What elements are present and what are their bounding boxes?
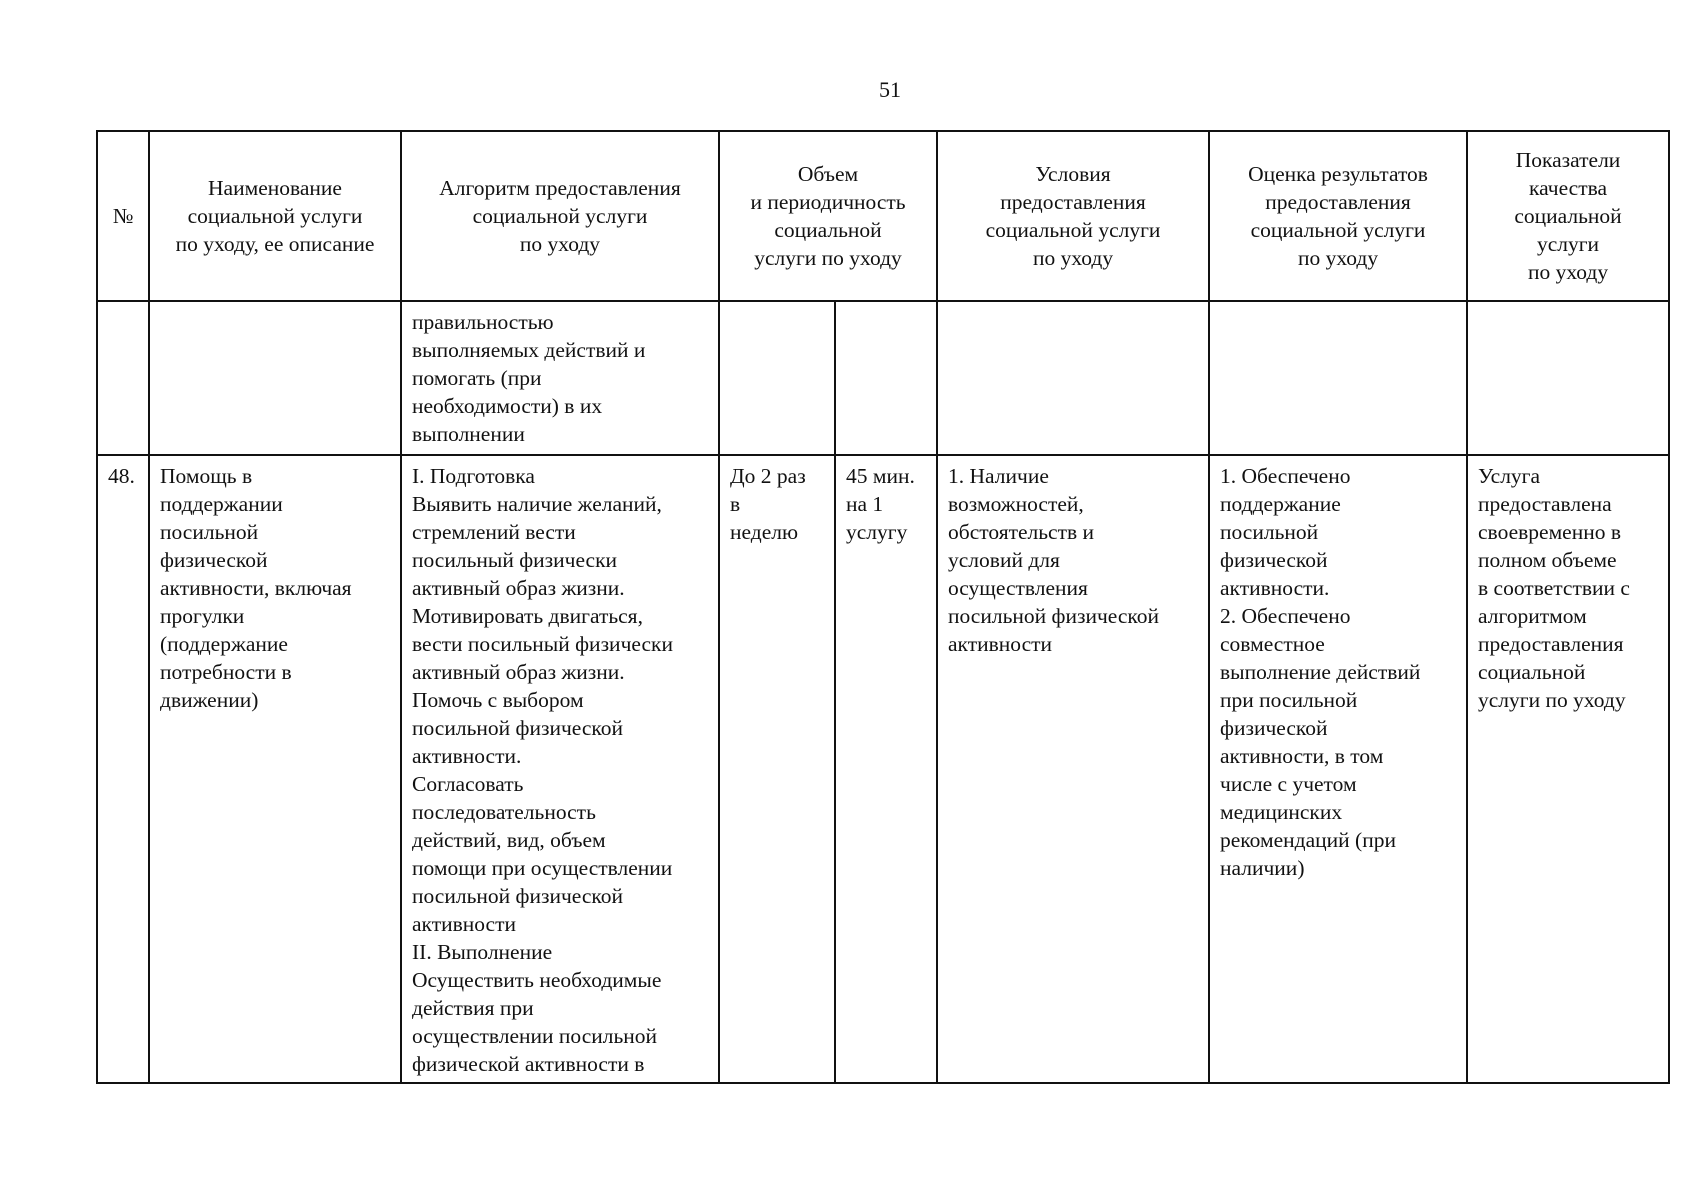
text-line: активности. [412, 744, 522, 768]
text-line: посильной физической [948, 604, 1160, 628]
text-line: действия при [412, 996, 534, 1020]
text-line: физической [1220, 716, 1328, 740]
text-line: выполнение действий [1220, 660, 1421, 684]
text-line: по уходу [519, 232, 601, 256]
text-line: услуги [1536, 232, 1600, 256]
text-line: активности, включая [160, 576, 352, 600]
text-line: на 1 [846, 492, 884, 516]
text-line: своевременно в [1478, 520, 1621, 544]
header-name [149, 131, 401, 301]
table-row-continuation [97, 301, 1669, 455]
text-line: в соответствии с [1478, 576, 1630, 600]
text-line: вести посильный физически [412, 632, 673, 656]
text-line: активности [412, 912, 516, 936]
text-line: социальной [774, 218, 882, 242]
text-line: Наименование [208, 176, 342, 200]
text-line: услугу [846, 520, 908, 544]
cell-duration-empty [835, 301, 937, 455]
text-line: при посильной [1220, 688, 1358, 712]
cell-num: 48. [97, 455, 149, 1083]
text-line: активности, в том [1220, 744, 1384, 768]
text-line: обстоятельств и [948, 520, 1095, 544]
text-line: предоставления [1478, 632, 1624, 656]
text-line: осуществления [948, 576, 1088, 600]
text-line: социальной услуги [187, 204, 363, 228]
text-line: активности [948, 632, 1053, 656]
text-line: социальной [1514, 204, 1622, 228]
cell-conditions-empty [937, 301, 1209, 455]
text-line: Услуга [1478, 464, 1541, 488]
text-line: Помощь в [160, 464, 253, 488]
text-line: Объем [797, 162, 859, 186]
text-line: движении) [160, 688, 259, 712]
text-line: услуги по уходу [1478, 688, 1626, 712]
text-line: в [730, 492, 741, 516]
text-line: поддержании [160, 492, 283, 516]
text-line: 2. Обеспечено [1220, 604, 1351, 628]
page-number: 51 [879, 77, 901, 102]
cell-name-empty [149, 301, 401, 455]
text-line: полном объеме [1478, 548, 1617, 572]
text-line: необходимости) в их [412, 394, 603, 418]
cell-evaluation-empty [1209, 301, 1467, 455]
text-line: (поддержание [160, 632, 288, 656]
text-line: и периодичность [750, 190, 906, 214]
text-line: социальной услуги [472, 204, 648, 228]
text-line: возможностей, [948, 492, 1084, 516]
services-table [96, 130, 1670, 1084]
text-line: предоставления [1265, 190, 1411, 214]
text-line: Условия [1035, 162, 1111, 186]
text-line: активности. [1220, 576, 1330, 600]
text-line: I. Подготовка [412, 464, 535, 488]
text-line: Показатели [1515, 148, 1621, 172]
text-line: по уходу [1297, 246, 1379, 270]
text-line: посильной физической [412, 884, 623, 908]
text-line: потребности в [160, 660, 292, 684]
cell-frequency [719, 455, 835, 1083]
table-row-48 [97, 455, 1669, 1083]
text-line: Помочь с выбором [412, 688, 584, 712]
header-volume [719, 131, 937, 301]
text-line: по уходу [1032, 246, 1114, 270]
cell-evaluation [1209, 455, 1467, 1083]
cell-quality [1467, 455, 1669, 1083]
text-line: неделю [730, 520, 799, 544]
text-line: совместное [1220, 632, 1325, 656]
text-line: посильной физической [412, 716, 623, 740]
text-line: физической [1220, 548, 1328, 572]
text-line: выполнении [412, 422, 525, 446]
text-line: числе с учетом [1220, 772, 1357, 796]
cell-algorithm-continuation [401, 301, 719, 455]
text-line: помощи при осуществлении [412, 856, 673, 880]
text-line: услуги по уходу [754, 246, 902, 270]
text-line: активный образ жизни. [412, 576, 625, 600]
text-line: посильной [160, 520, 259, 544]
text-line: Согласовать [412, 772, 524, 796]
text-line: II. Выполнение [412, 940, 553, 964]
text-line: Алгоритм предоставления [439, 176, 681, 200]
text-line: социальной [1478, 660, 1586, 684]
cell-name [149, 455, 401, 1083]
text-line: физической активности в [412, 1052, 645, 1076]
text-line: 45 мин. [846, 464, 915, 488]
text-line: наличии) [1220, 856, 1305, 880]
text-line: рекомендаций (при [1220, 828, 1396, 852]
text-line: социальной услуги [1250, 218, 1426, 242]
text-line: осуществлении посильной [412, 1024, 658, 1048]
header-num: № [97, 131, 149, 301]
text-line: Осуществить необходимые [412, 968, 662, 992]
text-line: активный образ жизни. [412, 660, 625, 684]
text-line: действий, вид, объем [412, 828, 606, 852]
text-line: Выявить наличие желаний, [412, 492, 662, 516]
text-line: посильной [1220, 520, 1319, 544]
text-line: медицинских [1220, 800, 1343, 824]
header-evaluation [1209, 131, 1467, 301]
text-line: 1. Наличие [948, 464, 1049, 488]
text-line: стремлений вести [412, 520, 576, 544]
text-line: по уходу, ее описание [175, 232, 375, 256]
cell-duration [835, 455, 937, 1083]
text-line: физической [160, 548, 268, 572]
text-line: качества [1528, 176, 1608, 200]
text-line: До 2 раз [730, 464, 806, 488]
cell-num-empty [97, 301, 149, 455]
text-line: Оценка результатов [1248, 162, 1428, 186]
text-line: алгоритмом [1478, 604, 1587, 628]
cell-quality-empty [1467, 301, 1669, 455]
text-line: последовательность [412, 800, 596, 824]
text-line: помогать (при [412, 366, 542, 390]
text-line: прогулки [160, 604, 245, 628]
text-line: предоставлена [1478, 492, 1612, 516]
cell-frequency-empty [719, 301, 835, 455]
text-line: 1. Обеспечено [1220, 464, 1351, 488]
text-line: по уходу [1527, 260, 1609, 284]
text-line: условий для [948, 548, 1060, 572]
header-conditions [937, 131, 1209, 301]
header-row [97, 131, 1669, 301]
text-line: предоставления [1000, 190, 1146, 214]
header-algorithm [401, 131, 719, 301]
cell-conditions [937, 455, 1209, 1083]
text-line: правильностью [412, 310, 554, 334]
text-line: посильный физически [412, 548, 618, 572]
text-line: социальной услуги [985, 218, 1161, 242]
cell-algorithm [401, 455, 719, 1083]
text-line: поддержание [1220, 492, 1341, 516]
text-line: Мотивировать двигаться, [412, 604, 643, 628]
header-quality [1467, 131, 1669, 301]
text-line: выполняемых действий и [412, 338, 646, 362]
